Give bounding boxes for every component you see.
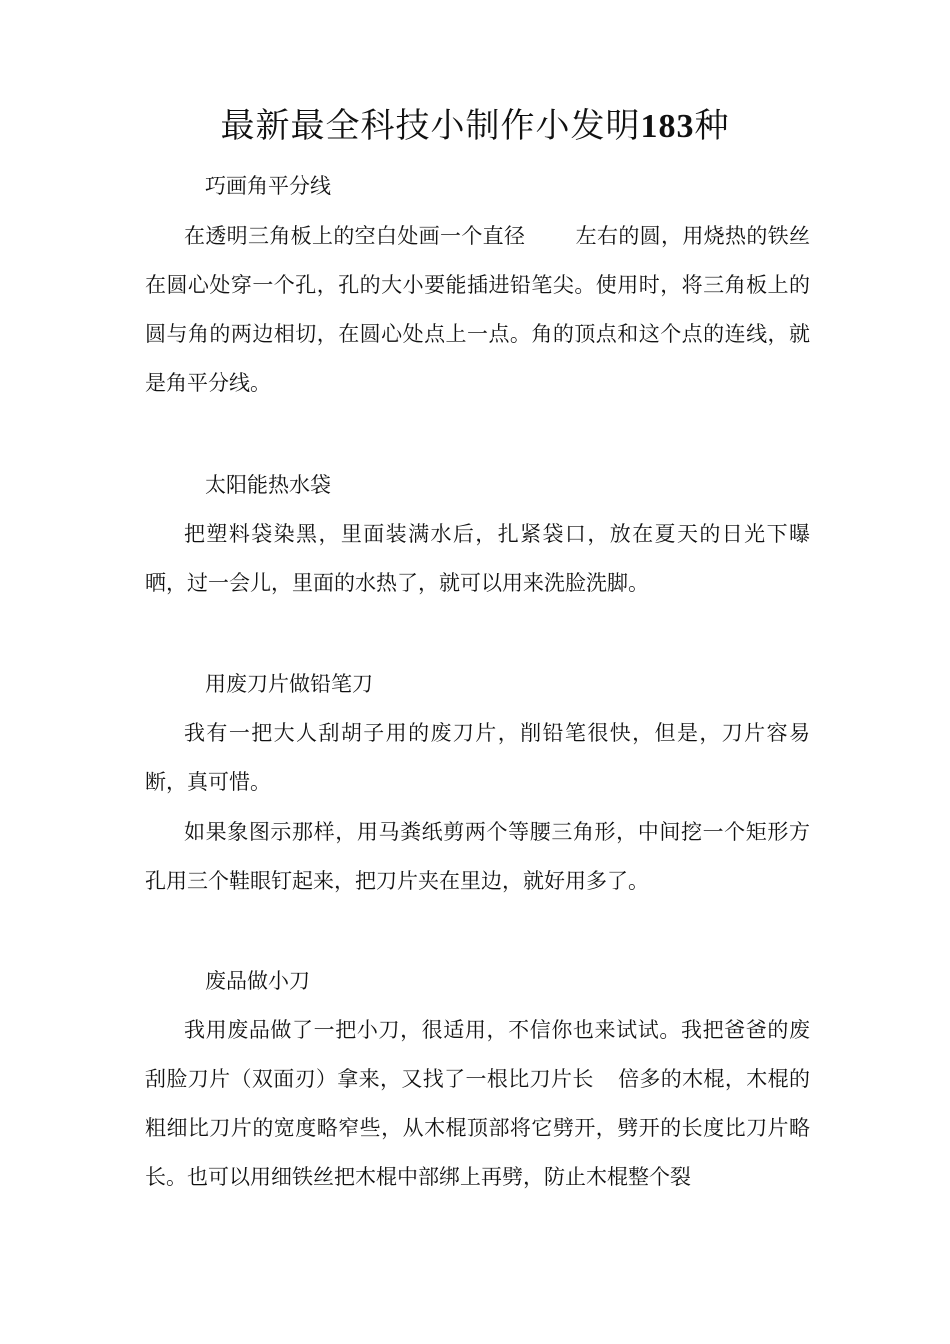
paragraph-text-part-a: 我用废品做了一把小刀，很适用，不信你也来试试。我把爸爸的废刮脸刀片（双面刃）拿来，又找了一根比刀片长 — [145, 1018, 810, 1091]
section-heading-scrap-knife: 废品做小刀 — [205, 969, 310, 993]
section-paragraph-solar-water-bag: 把塑料袋染黑，里面装满水后，扎紧袋口，放在夏天的日光下曝晒，过一会儿，里面的水热了，就可以用来洗脸洗脚。 — [145, 522, 810, 595]
document-title — [0, 104, 950, 149]
section-paragraph-blade-pencil-knife-2: 如果象图示那样，用马粪纸剪两个等腰三角形，中间挖一个矩形方孔用三个鞋眼钉起来，把刀片夹在里边，就好用多了。 — [145, 820, 810, 893]
section-heading-blade-pencil-knife: 用废刀片做铅笔刀 — [205, 672, 373, 696]
section-heading-solar-water-bag: 太阳能热水袋 — [205, 473, 331, 497]
title-suffix: 种 — [694, 106, 730, 146]
paragraph-text-part-a: 在透明三角板上的空白处画一个直径 — [184, 224, 526, 248]
paragraph-text-part-b: 倍多的木棍，木棍的粗细比刀片的宽度略窄些，从木棍顶部将它劈开，劈开的长度比刀片略长。也可以用细铁丝把木棍中部绑上再劈，防止木棍整个裂 — [145, 1067, 811, 1189]
section-paragraph-scrap-knife — [145, 1006, 810, 1202]
title-text: 最新最全科技小制作小发明 — [220, 106, 641, 146]
paragraph-text-part-b: 左右的圆，用烧热的铁丝在圆心处穿一个孔，孔的大小要能插进铅笔尖。使用时，将三角板上的圆与角的两边相切，在圆心处点上一点。角的顶点和这个点的连线，就是角平分线。 — [145, 224, 811, 395]
section-paragraph-angle-bisector — [145, 212, 810, 408]
title-number: 183 — [640, 108, 695, 145]
section-heading-angle-bisector: 巧画角平分线 — [205, 174, 331, 198]
section-paragraph-blade-pencil-knife-1: 我有一把大人刮胡子用的废刀片，削铅笔很快，但是，刀片容易断，真可惜。 — [145, 721, 810, 794]
